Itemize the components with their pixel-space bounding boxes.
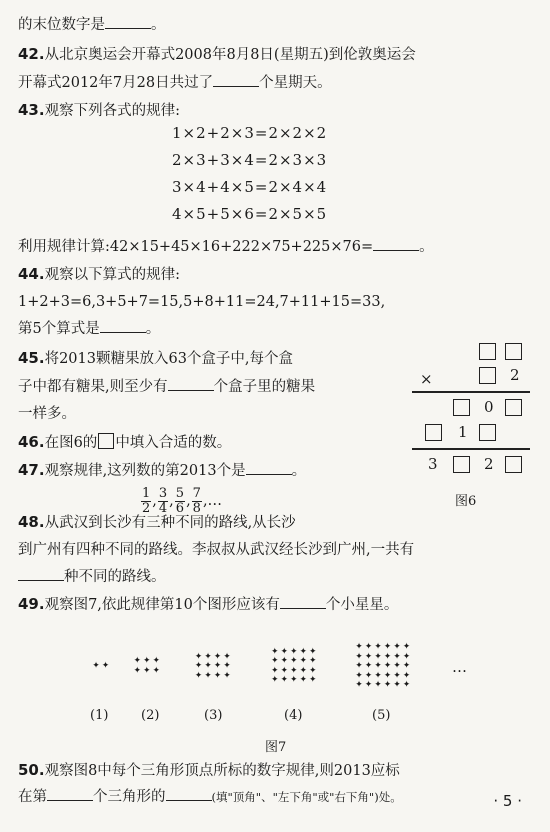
line-continuation: 的末位数字是 。 — [18, 14, 166, 35]
star-icon: ✦ — [402, 642, 411, 652]
question-42-line2: 开幕式2012年7月28日共过了 个星期天。 — [18, 72, 332, 93]
star-icon: ✦ — [204, 670, 212, 681]
star-icon: ✦ — [271, 665, 279, 676]
question-44-line3: 第5个算式是 。 — [18, 318, 160, 339]
question-45-line2: 子中都有糖果,则至少有 个盒子里的糖果 — [18, 376, 315, 397]
star-icon: ✦ — [393, 680, 401, 690]
star-icon: ✦ — [374, 661, 382, 671]
star-icon: ✦ — [355, 680, 363, 690]
figure-7-label-5: (5) — [372, 708, 391, 723]
answer-blank[interactable] — [213, 72, 259, 87]
answer-blank[interactable] — [246, 460, 292, 475]
star-icon: ✦ — [92, 661, 100, 671]
star-icon: ✦ — [393, 651, 401, 662]
figure-7-label-2: (2) — [141, 708, 160, 723]
star-icon: ✦ — [364, 680, 373, 690]
star-icon: ✦ — [364, 651, 373, 662]
star-icon: ✦ — [204, 661, 212, 671]
question-44-line1: 44.观察以下算式的规律: — [18, 265, 180, 283]
answer-blank[interactable] — [373, 236, 419, 251]
star-icon: ✦ — [213, 661, 222, 671]
star-icon: ✦ — [402, 661, 411, 671]
digit-box[interactable] — [505, 456, 522, 473]
question-45-line3: 一样多。 — [18, 406, 76, 422]
star-icon: ✦ — [309, 656, 317, 667]
star-icon: ✦ — [290, 665, 298, 676]
star-icon: ✦ — [152, 656, 161, 667]
star-icon: ✦ — [374, 670, 382, 681]
star-icon: ✦ — [101, 661, 110, 671]
star-icon: ✦ — [364, 670, 373, 681]
star-icon: ✦ — [280, 675, 289, 686]
star-icon: ✦ — [383, 651, 392, 662]
star-icon: ✦ — [374, 642, 382, 652]
star-icon: ✦ — [355, 642, 363, 652]
page-number: · 5 · — [493, 792, 522, 810]
fraction: $\frac{7}{8}$ — [192, 485, 201, 516]
fraction-sequence: $\frac{1}{2}$ , $\frac{3}{4}$ , $\frac{5}{6}$ , $\frac{7}{8}$ ,… — [142, 485, 223, 516]
star-icon: ✦ — [383, 642, 392, 652]
star-icon: ✦ — [133, 665, 142, 676]
figure-7-label-4: (4) — [284, 708, 303, 723]
star-icon: ✦ — [280, 646, 289, 657]
question-45-line1: 45.将2013颗糖果放入63个盒子中,每个盒 — [18, 349, 294, 367]
star-icon: ✦ — [402, 680, 411, 690]
rule-line — [412, 391, 530, 393]
star-icon: ✦ — [299, 675, 308, 686]
question-49: 49.观察图7,依此规律第10个图形应该有 个小星星。 — [18, 595, 399, 613]
figure-6-caption: 图6 — [455, 494, 477, 509]
figure-7-ellipsis: … — [452, 658, 467, 676]
star-icon: ✦ — [194, 651, 203, 662]
inline-box-icon — [98, 433, 114, 449]
star-icon: ✦ — [374, 651, 382, 662]
star-icon: ✦ — [194, 661, 203, 671]
digit-box[interactable] — [479, 424, 496, 441]
star-icon: ✦ — [223, 670, 231, 681]
star-icon: ✦ — [133, 656, 142, 667]
star-icon: ✦ — [299, 656, 308, 667]
star-icon: ✦ — [213, 670, 222, 681]
equation-2: 2×3+3×4=2×3×3 — [172, 151, 328, 169]
star-icon: ✦ — [223, 651, 231, 662]
star-icon: ✦ — [374, 680, 382, 690]
star-icon: ✦ — [290, 656, 298, 667]
equation-3: 3×4+4×5=2×4×4 — [172, 178, 328, 196]
digit-box[interactable] — [505, 343, 522, 360]
star-icon: ✦ — [143, 656, 151, 667]
figure-7-caption: 图7 — [265, 740, 287, 755]
equation-1: 1×2+2×3=2×2×2 — [172, 124, 328, 142]
figure-7-label-1: (1) — [90, 708, 109, 723]
star-icon: ✦ — [213, 651, 222, 662]
answer-blank[interactable] — [100, 318, 146, 333]
multiply-sign: × — [420, 370, 433, 388]
fraction: $\frac{5}{6}$ — [175, 485, 185, 516]
digit-box[interactable] — [453, 399, 470, 416]
answer-blank[interactable] — [280, 594, 326, 609]
star-icon: ✦ — [204, 651, 212, 662]
star-icon: ✦ — [393, 642, 401, 652]
star-icon: ✦ — [355, 651, 363, 662]
answer-blank[interactable] — [105, 14, 151, 29]
figure-7-label-3: (3) — [204, 708, 223, 723]
star-icon: ✦ — [271, 656, 279, 667]
question-44-line2: 1+2+3=6,3+5+7=15,5+8+11=24,7+11+15=33, — [18, 294, 386, 310]
question-50-line1: 50.观察图8中每个三角形顶点所标的数字规律,则2013应标 — [18, 761, 400, 779]
question-43-line2: 利用规律计算:42×15+45×16+222×75+225×76= 。 — [18, 236, 434, 257]
star-icon: ✦ — [280, 665, 289, 676]
star-icon: ✦ — [393, 670, 401, 681]
question-48-line2: 到广州有四种不同的路线。李叔叔从武汉经长沙到广州,一共有 — [18, 542, 415, 558]
star-icon: ✦ — [364, 661, 373, 671]
star-icon: ✦ — [402, 651, 411, 662]
digit-box[interactable] — [453, 456, 470, 473]
star-icon: ✦ — [309, 675, 317, 686]
answer-blank[interactable] — [47, 786, 93, 801]
star-icon: ✦ — [299, 665, 308, 676]
fraction: $\frac{3}{4}$ — [158, 485, 168, 516]
digit-box[interactable] — [505, 399, 522, 416]
question-42-line1: 42.从北京奥运会开幕式2008年8月8日(星期五)到伦敦奥运会 — [18, 45, 416, 63]
star-icon: ✦ — [364, 642, 373, 652]
star-icon: ✦ — [271, 646, 279, 657]
star-icon: ✦ — [280, 656, 289, 667]
question-43-line1: 43.观察下列各式的规律: — [18, 101, 180, 119]
answer-blank[interactable] — [166, 786, 212, 801]
star-icon: ✦ — [383, 670, 392, 681]
digit-box[interactable] — [479, 343, 496, 360]
star-icon: ✦ — [383, 661, 392, 671]
star-icon: ✦ — [309, 665, 317, 676]
star-icon: ✦ — [309, 646, 317, 657]
star-icon: ✦ — [355, 670, 363, 681]
question-50-line2: 在第 个三角形的 (填"顶角"、"左下角"或"右下角")处。 — [18, 786, 402, 807]
answer-blank[interactable] — [18, 566, 64, 581]
rule-line — [412, 448, 530, 450]
question-48-line3: 种不同的路线。 — [18, 566, 166, 587]
digit-box[interactable] — [425, 424, 442, 441]
answer-blank[interactable] — [168, 376, 214, 391]
star-icon: ✦ — [290, 675, 298, 686]
star-icon: ✦ — [143, 665, 151, 676]
star-icon: ✦ — [223, 661, 231, 671]
star-icon: ✦ — [152, 665, 161, 676]
question-47: 47.观察规律,这列数的第2013个是 。 — [18, 461, 307, 479]
star-icon: ✦ — [355, 661, 363, 671]
question-46: 46.在图6的 中填入合适的数。 — [18, 433, 232, 451]
star-icon: ✦ — [271, 675, 279, 686]
question-48-line1: 48.从武汉到长沙有三种不同的路线,从长沙 — [18, 513, 296, 531]
star-icon: ✦ — [194, 670, 203, 681]
equation-4: 4×5+5×6=2×5×5 — [172, 205, 328, 223]
digit-box[interactable] — [479, 367, 496, 384]
star-icon: ✦ — [393, 661, 401, 671]
star-icon: ✦ — [383, 680, 392, 690]
star-icon: ✦ — [299, 646, 308, 657]
fraction: $\frac{1}{2}$ — [142, 485, 151, 516]
star-icon: ✦ — [290, 646, 298, 657]
star-icon: ✦ — [402, 670, 411, 681]
